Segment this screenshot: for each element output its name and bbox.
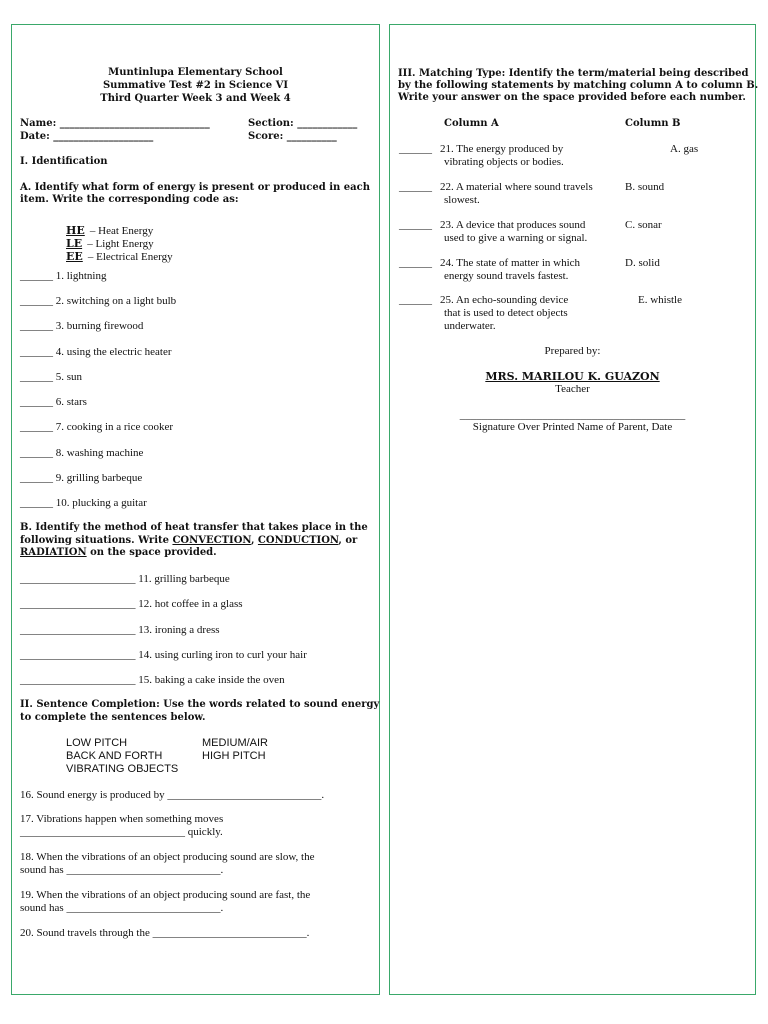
teacher-role: Teacher — [555, 383, 590, 395]
answer-blank[interactable]: ______ — [399, 219, 432, 231]
right-page-panel — [389, 24, 759, 995]
score-field[interactable]: Score: __________ — [248, 131, 337, 142]
answer-blank[interactable]: ______ — [399, 181, 432, 193]
signature-label: Signature Over Printed Name of Parent, Date — [472, 421, 673, 433]
question-18-blank[interactable]: sound has ____________________________. — [20, 864, 224, 876]
part1b-instructions: B. Identify the method of heat transfer that takes place in the — [20, 522, 368, 533]
code-row — [66, 245, 173, 264]
matching-choice: C. sonar — [625, 219, 662, 231]
answer-blank[interactable]: ______ — [399, 143, 432, 155]
question-item[interactable]: _____________________ 11. grilling barbeque — [20, 573, 230, 585]
question-item[interactable]: _____________________ 15. baking a cake inside the oven — [20, 674, 285, 686]
part3-title-2: by the following statements by matching column A to column B. — [398, 80, 759, 91]
question-20[interactable]: 20. Sound travels through the ____________________________. — [20, 927, 310, 939]
question-item[interactable]: _____________________ 13. ironing a dress — [20, 624, 220, 636]
part2-title: II. Sentence Completion: Use the words related to sound energy — [20, 699, 380, 710]
word-bank-item: VIBRATING OBJECTS — [66, 763, 179, 775]
signature-line[interactable]: _________________________________________ — [459, 409, 686, 421]
prepared-by-label: Prepared by: — [544, 345, 601, 357]
word-bank-item: BACK AND FORTH — [66, 750, 163, 762]
part1a-instructions-2: item. Write the corresponding code as: — [20, 194, 239, 205]
answer-blank[interactable]: ______ — [399, 294, 432, 306]
matching-item-cont: that is used to detect objects — [444, 307, 568, 319]
question-17: 17. Vibrations happen when something moves — [20, 813, 224, 825]
question-17-blank[interactable]: ______________________________ quickly. — [20, 826, 223, 838]
term-conduction: CONDUCTION — [257, 535, 339, 546]
question-item[interactable]: ______ 1. lightning — [20, 270, 107, 282]
matching-choice: B. sound — [625, 181, 665, 193]
part3-title-3: Write your answer on the space provided before each number. — [398, 92, 746, 103]
question-item[interactable]: ______ 8. washing machine — [20, 447, 144, 459]
school-name: Muntinlupa Elementary School — [108, 67, 283, 78]
code-he: HE — [66, 224, 85, 237]
part1b-instructions-2: following situations. Write CONVECTION, CONDUCTION, or — [20, 535, 358, 546]
section-field[interactable]: Section: ____________ — [248, 118, 358, 129]
question-item[interactable]: _____________________ 14. using curling iron to curl your hair — [20, 649, 307, 661]
question-19-blank[interactable]: sound has ____________________________. — [20, 902, 224, 914]
matching-item-cont: energy sound travels fastest. — [444, 270, 569, 282]
part1-title: I. Identification — [20, 156, 108, 167]
question-item[interactable]: ______ 6. stars — [20, 396, 87, 408]
column-b-header: Column B — [625, 118, 681, 129]
word-bank-item: HIGH PITCH — [202, 750, 266, 762]
date-field[interactable]: Date: ____________________ — [20, 131, 154, 142]
question-item[interactable]: _____________________ 12. hot coffee in a glass — [20, 598, 243, 610]
question-item[interactable]: ______ 3. burning firewood — [20, 320, 144, 332]
matching-choice: A. gas — [670, 143, 699, 155]
matching-item: 24. The state of matter in which — [440, 257, 581, 269]
matching-item-cont: used to give a warning or signal. — [444, 232, 588, 244]
code-ee: EE — [66, 250, 83, 263]
part1a-instructions: A. Identify what form of energy is present or produced in each — [20, 182, 370, 193]
question-19: 19. When the vibrations of an object producing sound are fast, the — [20, 889, 311, 901]
question-18: 18. When the vibrations of an object producing sound are slow, the — [20, 851, 315, 863]
question-item[interactable]: ______ 7. cooking in a rice cooker — [20, 421, 174, 433]
matching-choice: D. solid — [625, 257, 660, 269]
matching-item: 23. A device that produces sound — [440, 219, 586, 231]
word-bank-item: LOW PITCH — [66, 737, 128, 749]
part2-title-2: to complete the sentences below. — [20, 712, 206, 723]
code-ee-desc: – Electrical Energy — [87, 251, 173, 263]
quarter-title: Third Quarter Week 3 and Week 4 — [100, 93, 291, 104]
code-le-desc: – Light Energy — [87, 238, 154, 250]
matching-item: 22. A material where sound travels — [440, 181, 593, 193]
matching-item-cont: underwater. — [444, 320, 496, 332]
part3-title: III. Matching Type: Identify the term/material being described — [398, 68, 749, 79]
test-title: Summative Test #2 in Science VI — [102, 80, 289, 91]
term-radiation: RADIATION — [20, 547, 87, 558]
code-le: LE — [66, 237, 83, 250]
question-16[interactable]: 16. Sound energy is produced by ____________________________. — [20, 789, 325, 801]
word-bank-item: MEDIUM/AIR — [202, 737, 268, 749]
matching-item: 25. An echo-sounding device — [440, 294, 569, 306]
question-item[interactable]: ______ 5. sun — [20, 371, 83, 383]
matching-item-cont: slowest. — [444, 194, 480, 206]
matching-item: 21. The energy produced by — [440, 143, 564, 155]
answer-blank[interactable]: ______ — [399, 257, 432, 269]
question-item[interactable]: ______ 10. plucking a guitar — [20, 497, 147, 509]
question-item[interactable]: ______ 2. switching on a light bulb — [20, 295, 177, 307]
teacher-name: MRS. MARILOU K. GUAZON — [485, 370, 660, 383]
part1b-instructions-3: RADIATION on the space provided. — [20, 547, 217, 558]
name-field[interactable]: Name: ______________________________ — [20, 118, 210, 129]
question-item[interactable]: ______ 9. grilling barbeque — [20, 472, 143, 484]
question-item[interactable]: ______ 4. using the electric heater — [20, 346, 172, 358]
column-a-header: Column A — [444, 118, 499, 129]
matching-choice: E. whistle — [638, 294, 682, 306]
matching-item-cont: vibrating objects or bodies. — [444, 156, 564, 168]
code-he-desc: – Heat Energy — [89, 225, 154, 237]
term-convection: CONVECTION — [172, 535, 251, 546]
